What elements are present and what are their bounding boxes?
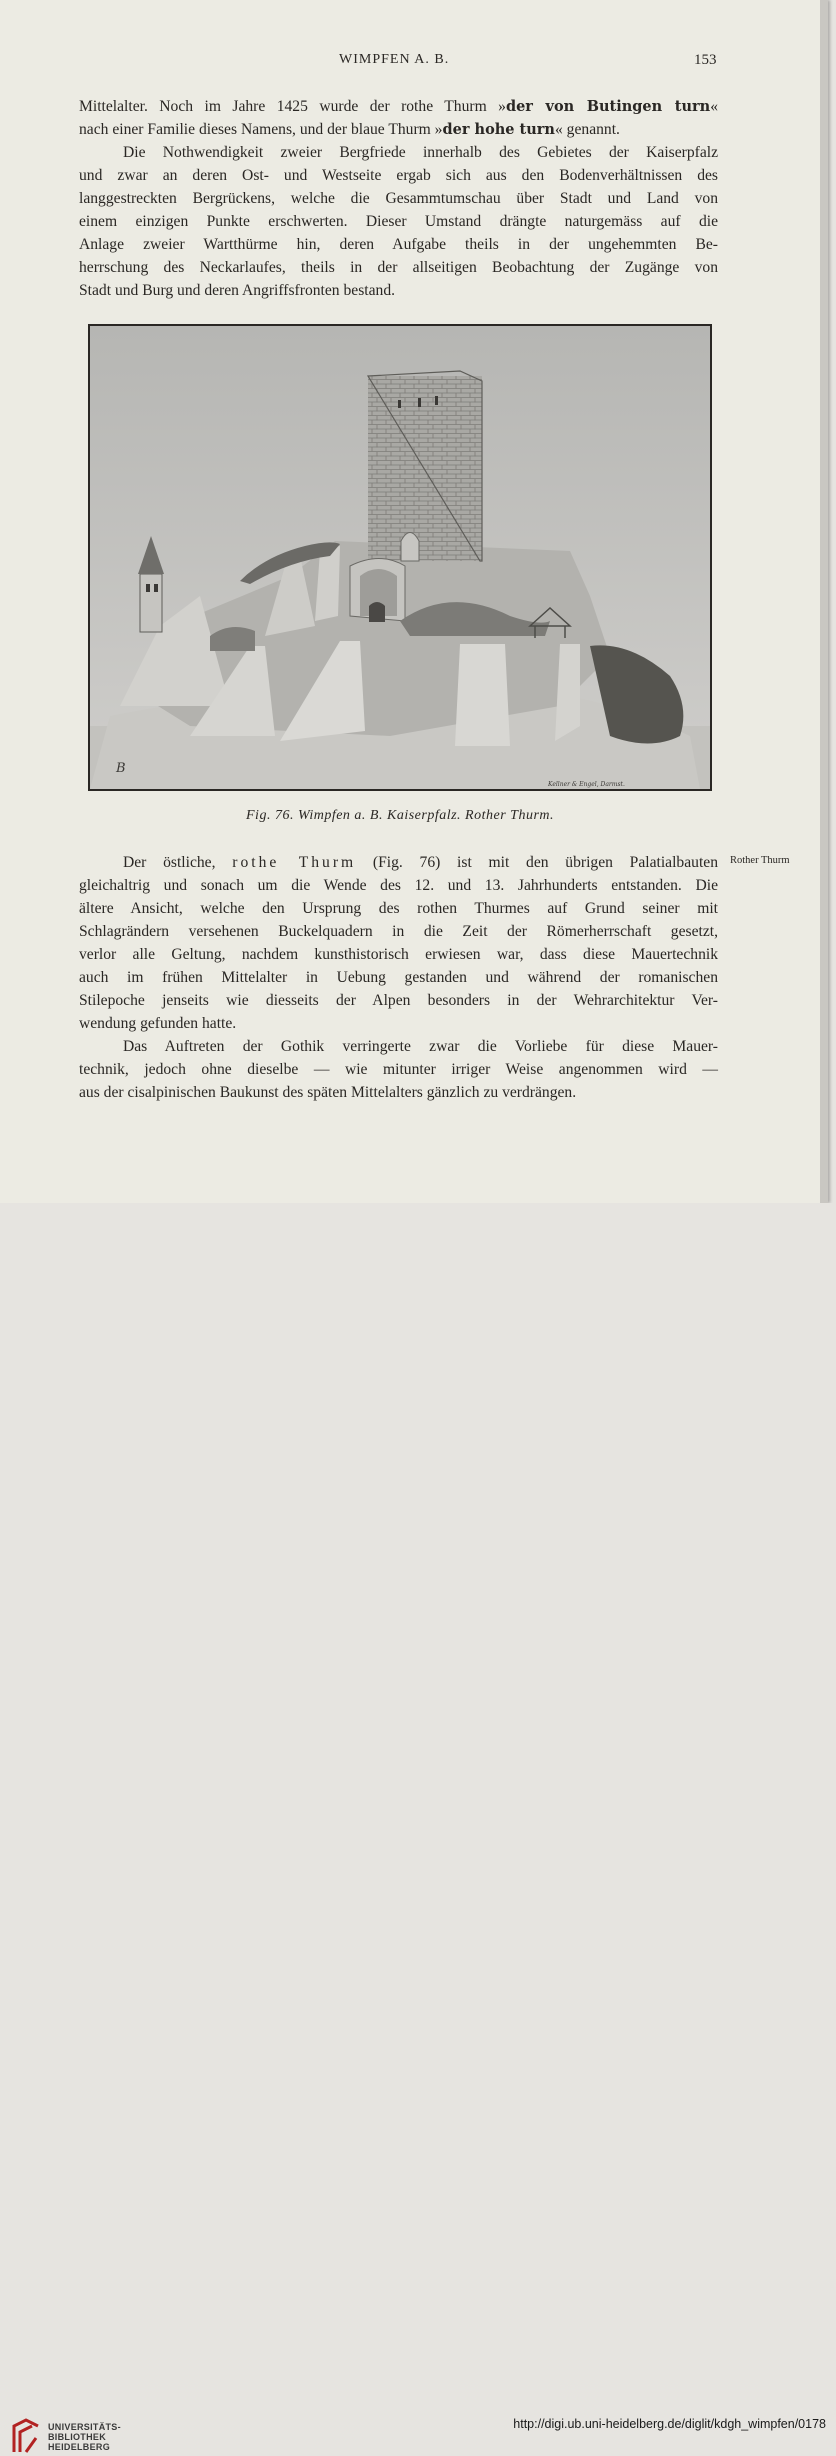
text-line: wendung gefunden hatte. [79,1015,237,1032]
library-name-line-3: HEIDELBERG [48,2442,111,2452]
library-name [48,2422,121,2452]
text-line: aus der cisalpinischen Baukunst des späten Mittelalters gänzlich zu verdrängen. [79,1084,577,1101]
page-number: 153 [694,52,717,68]
running-head-title: WIMPFEN A. B. [339,52,450,67]
margin-note: Rother Thurm [730,855,790,866]
gate-arch [369,602,385,622]
source-url-link[interactable]: http://digi.ub.uni-heidelberg.de/diglit/kdgh_wimpfen/0178 [513,2417,826,2431]
blackletter-quote: der hohe turn [442,121,555,138]
text-line: Der östliche, rothe Thurm (Fig. 76) ist mit den übrigen Palatialbauten [123,854,718,871]
paragraph-4 [79,1035,718,1104]
castle-illustration [90,326,710,789]
church-tower [140,574,162,632]
text-line: Anlage zweier Wartthürme hin, deren Aufgabe theils in der ungehemmten Be- [79,236,718,253]
artist-monogram: B [116,761,126,776]
library-name-line-2: BIBLIOTHEK [48,2432,106,2442]
spaced-emphasis: rothe Thurm [232,854,357,871]
text-line: Die Nothwendigkeit zweier Bergfriede innerhalb des Gebietes der Kaiserpfalz [123,144,718,161]
text-line: auch im frühen Mittelalter in Uebung gestanden und während der romanischen [79,969,718,986]
text-line: Stadt und Burg und deren Angriffsfronten bestand. [79,282,396,299]
text-line: nach einer Familie dieses Namens, und der blaue Thurm »der hohe turn« genannt. [79,121,620,138]
page-edge [820,0,828,1203]
text-line: Schlagrändern versehenen Buckelquadern in die Zeit der Römerherrschaft gesetzt, [79,923,718,940]
engraver-signature: Kellner & Engel, Darmst. [548,781,625,788]
text-line: Mittelalter. Noch im Jahre 1425 wurde der rothe Thurm »der von Butingen turn« [79,98,718,115]
paragraph-3 [79,851,718,1035]
book-page [0,0,828,1203]
text-line: und zwar an deren Ost- und Westseite ergab sich aus den Bodenverhältnissen des [79,167,718,184]
text-line: langgestreckten Bergrückens, welche die Gesammtumschau über Stadt und Land von [79,190,718,207]
text-line: herrschung des Neckarlaufes, theils in der allseitigen Beobachtung der Zugänge von [79,259,718,276]
text-line: gleichaltrig und sonach um die Wende des 12. und 13. Jahrhunderts entstanden. Die [79,877,718,894]
paragraph-2 [79,141,718,302]
figure-76 [88,324,712,791]
text-line: ältere Ansicht, welche den Ursprung des rothen Thurmes auf Grund seiner mit [79,900,718,917]
text-line: Stilepoche jenseits wie diesseits der Alpen besonders in der Wehrarchitektur Ver- [79,992,718,1009]
paragraph-1 [79,95,718,141]
running-head [0,52,828,72]
blackletter-quote: der von Butingen turn [505,98,711,115]
text-line: verlor alle Geltung, nachdem kunsthistorisch erwiesen war, dass diese Mauertechnik [79,946,718,963]
viewer-footer [0,1203,836,2452]
buttress-3 [455,644,510,746]
text-line: einem einzigen Punkte erschwerten. Dieser Umstand drängte naturgemäss auf die [79,213,718,230]
text-line: Das Auftreten der Gothik verringerte zwar die Vorliebe für diese Mauer- [123,1038,718,1055]
tower-doorway [401,533,419,562]
figure-caption: Fig. 76. Wimpfen a. B. Kaiserpfalz. Rother Thurm. [246,808,554,823]
library-logo-icon [10,2416,42,2456]
library-name-line-1: UNIVERSITÄTS- [48,2422,121,2432]
text-line: technik, jedoch ohne dieselbe — wie mitunter irriger Weise angenommen wird — [79,1061,718,1078]
